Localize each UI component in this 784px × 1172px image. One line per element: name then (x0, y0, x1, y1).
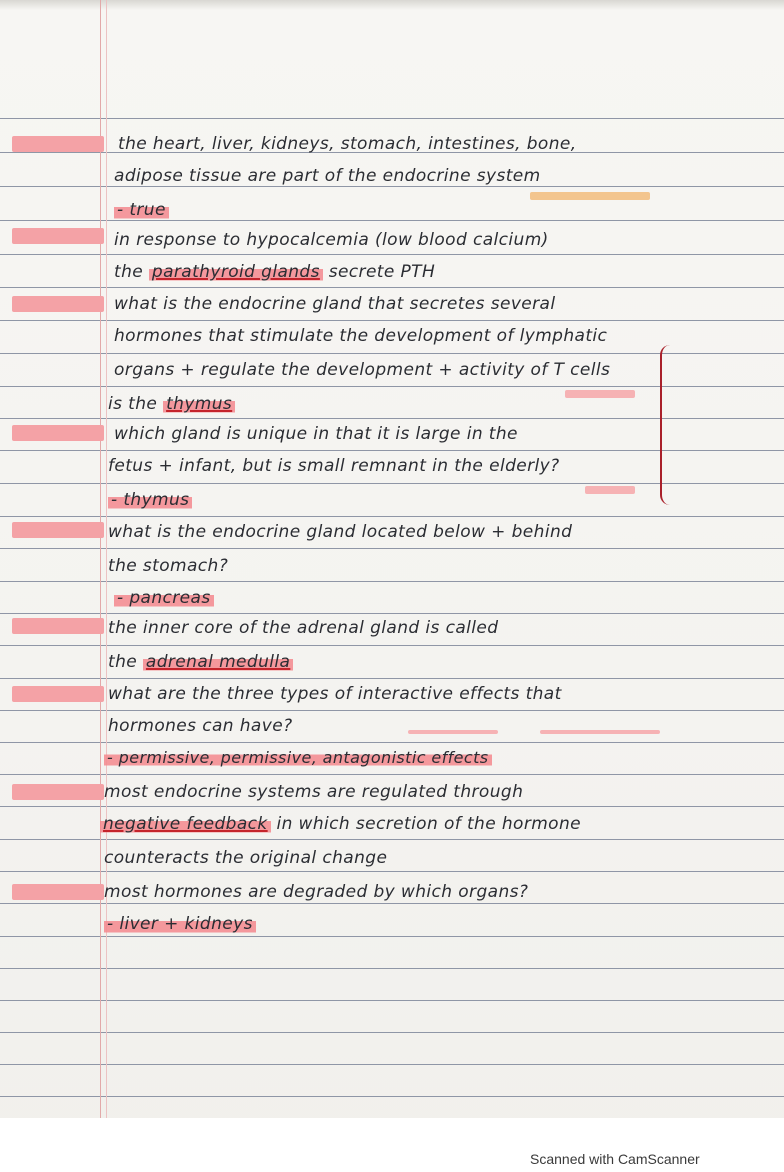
text-fragment: the (114, 262, 149, 282)
ruled-line (0, 645, 784, 646)
note-line: hormones can have? (108, 716, 293, 736)
answer-highlight: - permissive, permissive, antagonistic effects (104, 748, 492, 767)
answer-highlight: - true (114, 200, 169, 220)
ruled-line (0, 613, 784, 614)
answer-highlight: - liver + kidneys (104, 914, 256, 934)
ruled-line (0, 742, 784, 743)
highlight-tab (12, 296, 104, 312)
note-line: adipose tissue are part of the endocrine system (114, 166, 541, 186)
ruled-line (0, 710, 784, 711)
ruled-line (0, 903, 784, 904)
page-top-shadow (0, 0, 784, 10)
highlighter-mark (408, 730, 498, 734)
note-line: most endocrine systems are regulated through (104, 782, 524, 802)
ink-bracket (660, 345, 674, 505)
ruled-line (0, 320, 784, 321)
highlighter-mark (540, 730, 660, 734)
note-line (108, 394, 235, 414)
ruled-line (0, 581, 784, 582)
highlighter-mark (530, 192, 650, 200)
highlight-tab (12, 884, 104, 900)
note-line: most hormones are degraded by which organs? (104, 882, 529, 902)
ruled-line (0, 806, 784, 807)
ruled-line (0, 1064, 784, 1065)
text-fragment: is the (108, 394, 164, 414)
ruled-line (0, 186, 784, 187)
note-line: counteracts the original change (104, 848, 388, 868)
ruled-line (0, 839, 784, 840)
answer-highlight: parathyroid glands (149, 262, 323, 282)
note-answer (114, 200, 169, 220)
note-answer (114, 588, 214, 608)
note-line: organs + regulate the development + activity of T cells (114, 360, 611, 380)
highlight-tab (12, 784, 104, 800)
note-line: the stomach? (108, 556, 229, 576)
note-line (108, 652, 293, 672)
margin-line (106, 0, 107, 1118)
note-answer (104, 748, 492, 767)
note-answer (108, 490, 192, 510)
note-line: hormones that stimulate the development of lymphatic (114, 326, 608, 346)
answer-highlight: adrenal medulla (143, 652, 293, 672)
note-line: what are the three types of interactive effects that (108, 684, 562, 704)
ruled-line (0, 968, 784, 969)
ruled-line (0, 548, 784, 549)
ruled-line (0, 1000, 784, 1001)
text-fragment: in which secretion of the hormone (270, 814, 582, 834)
ruled-line (0, 936, 784, 937)
answer-highlight: negative feedback (100, 814, 271, 834)
ruled-line (0, 254, 784, 255)
note-line: the inner core of the adrenal gland is called (108, 618, 499, 638)
ruled-line (0, 287, 784, 288)
answer-highlight: thymus (163, 394, 235, 414)
note-line: what is the endocrine gland located below + behind (108, 522, 573, 542)
highlight-tab (12, 425, 104, 441)
note-line (100, 814, 581, 834)
highlighter-mark (585, 486, 635, 494)
note-line: the heart, liver, kidneys, stomach, intestines, bone, (118, 134, 577, 154)
highlight-tab (12, 618, 104, 634)
note-line (114, 262, 435, 282)
highlighter-mark (565, 390, 635, 398)
ruled-line (0, 516, 784, 517)
ruled-line (0, 1096, 784, 1097)
ruled-line (0, 118, 784, 119)
ruled-line (0, 1032, 784, 1033)
note-answer (104, 914, 256, 934)
note-line: in response to hypocalcemia (low blood calcium) (114, 230, 549, 250)
ruled-line (0, 774, 784, 775)
ruled-line (0, 678, 784, 679)
note-line: fetus + infant, but is small remnant in the elderly? (108, 456, 560, 476)
highlight-tab (12, 136, 104, 152)
text-fragment: the (108, 652, 143, 672)
answer-highlight: - pancreas (114, 588, 214, 608)
answer-highlight: - thymus (108, 490, 192, 510)
note-line: which gland is unique in that it is large in the (114, 424, 518, 444)
scanner-watermark: Scanned with CamScanner (530, 1151, 700, 1167)
text-fragment: secrete PTH (322, 262, 436, 282)
highlight-tab (12, 686, 104, 702)
highlight-tab (12, 522, 104, 538)
highlight-tab (12, 228, 104, 244)
margin-line (100, 0, 101, 1118)
note-line: what is the endocrine gland that secretes several (114, 294, 556, 314)
ruled-line (0, 220, 784, 221)
ruled-line (0, 871, 784, 872)
